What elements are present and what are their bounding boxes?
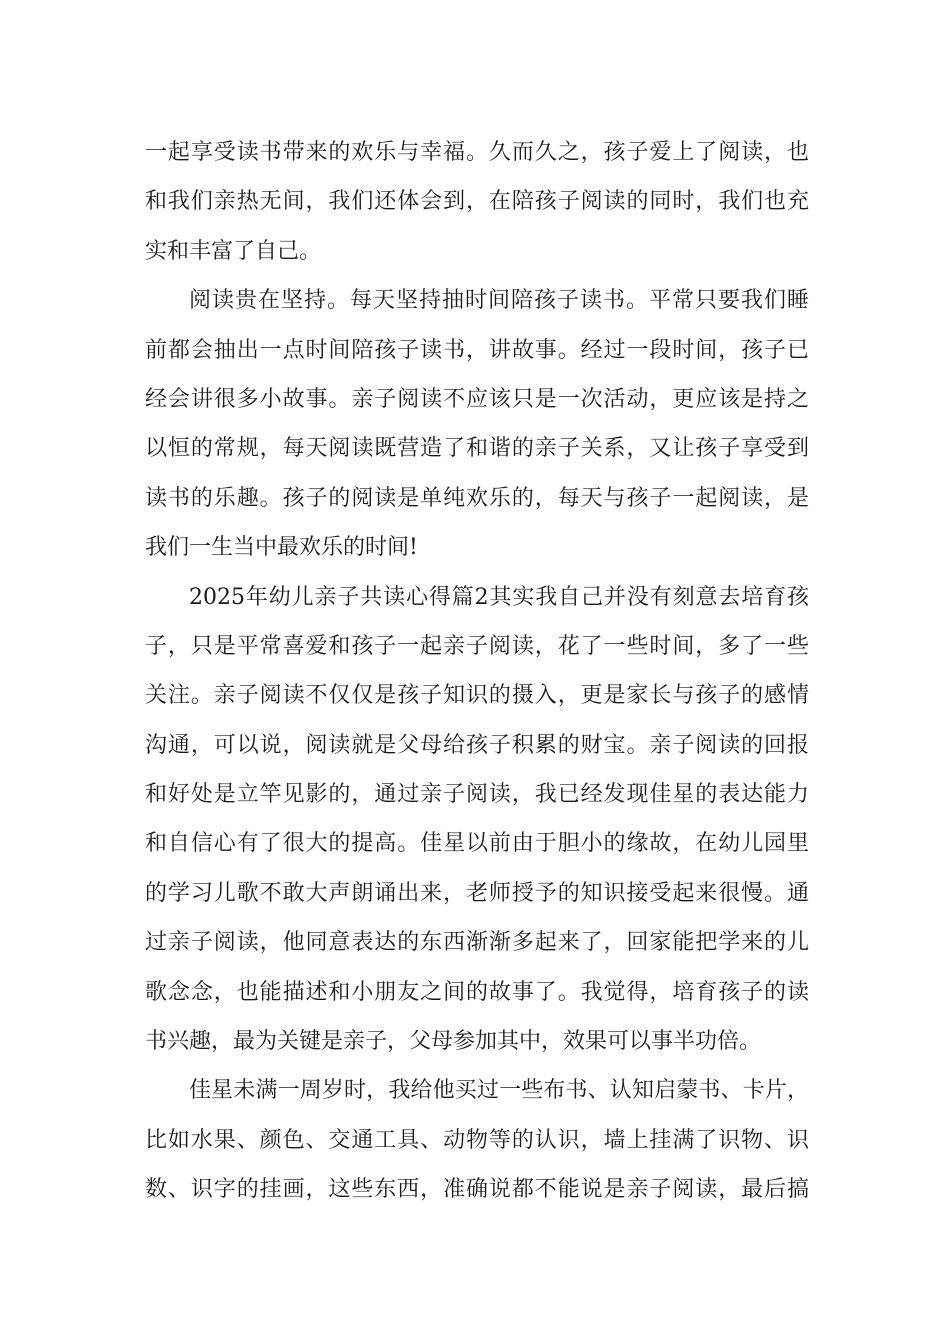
document-body (145, 128, 809, 1215)
paragraph-p2 (145, 276, 809, 572)
paragraph-p1 (145, 128, 809, 276)
text-line: 经会讲很多小故事。亲子阅读不应该只是一次活动，更应该是持之 (145, 386, 809, 412)
paragraph-p4 (145, 1066, 809, 1214)
text-line: 一起享受读书带来的欢乐与幸福。久而久之，孩子爱上了阅读，也 (145, 140, 809, 165)
paragraph-p3 (145, 573, 809, 1067)
text-line: 子，只是平常喜爱和孩子一起亲子阅读，花了一些时间，多了一些 (145, 633, 809, 659)
text-line: 实和丰富了自己。 (145, 238, 322, 264)
text-line: 沟通，可以说，阅读就是父母给孩子积累的财宝。亲子阅读的回报 (145, 732, 809, 758)
text-line: 和自信心有了很大的提高。佳星以前由于胆小的缘故，在幼儿园里 (145, 831, 809, 857)
text-line: 和我们亲热无间，我们还体会到，在陪孩子阅读的同时，我们也充 (145, 189, 809, 215)
text-line: 比如水果、颜色、交通工具、动物等的认识，墙上挂满了识物、识 (145, 1127, 809, 1153)
text-line: 的学习儿歌不敢大声朗诵出来，老师授予的知识接受起来很慢。通 (145, 880, 809, 906)
text-line: 我们一生当中最欢乐的时间! (145, 535, 418, 561)
text-line: 和好处是立竿见影的，通过亲子阅读，我已经发现佳星的表达能力 (145, 782, 809, 808)
text-line: 2025年幼儿亲子共读心得篇2其实我自己并没有刻意去培育孩 (189, 584, 809, 610)
text-line: 过亲子阅读，他同意表达的东西渐渐多起来了，回家能把学来的儿 (145, 930, 809, 956)
text-line: 书兴趣，最为关键是亲子，父母参加其中，效果可以事半功倍。 (145, 1029, 762, 1055)
text-line: 佳星未满一周岁时，我给他买过一些布书、认知启蒙书、卡片， (189, 1078, 809, 1104)
text-line: 数、识字的挂画，这些东西，准确说都不能说是亲子阅读，最后搞 (145, 1177, 809, 1203)
text-line: 关注。亲子阅读不仅仅是孩子知识的摄入，更是家长与孩子的感情 (145, 683, 809, 709)
text-line: 前都会抽出一点时间陪孩子读书，讲故事。经过一段时间，孩子已 (145, 337, 809, 363)
text-line: 读书的乐趣。孩子的阅读是单纯欢乐的，每天与孩子一起阅读，是 (145, 485, 809, 511)
text-line: 以恒的常规，每天阅读既营造了和谐的亲子关系，又让孩子享受到 (145, 436, 809, 462)
text-line: 阅读贵在坚持。每天坚持抽时间陪孩子读书。平常只要我们睡 (189, 288, 809, 314)
text-line: 歌念念，也能描述和小朋友之间的故事了。我觉得，培育孩子的读 (145, 979, 809, 1005)
